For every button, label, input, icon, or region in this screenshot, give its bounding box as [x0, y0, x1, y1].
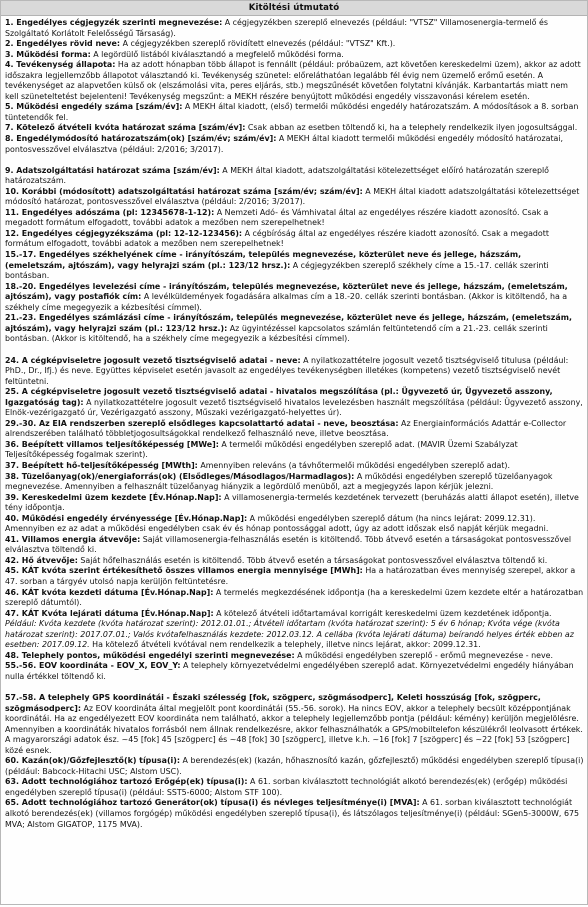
- instruction-text: A működési engedélyben szereplő tüzelőanyagok megnevezése. Amennyiben a felhasznált tüzelőanyag hiányzik a legördülő menüből, azt a megjegyzés lapon kérjük jelezni.: [5, 471, 553, 492]
- instruction-title: 29.-30. Az EIA rendszerben szereplő elsődleges kapcsolattartó adatai - neve, beosztása:: [5, 418, 399, 428]
- instruction-entry: [5, 102, 584, 123]
- instruction-text: A cégbíróság által az engedélyes részére kiadott azonosító. Csak a megadott formátum elfogadott, további adatok a mezőben nem szerepelhetnek!: [5, 228, 549, 249]
- instruction-entry: [5, 777, 584, 798]
- instruction-title: 41. Villamos energia átvevője:: [5, 534, 141, 544]
- instruction-title: 4. Tevékenység állapota:: [5, 60, 116, 70]
- instruction-entry: [5, 556, 584, 567]
- instruction-text: Saját hőfelhasználás esetén is kitöltendő. Több átvevő esetén a társaságokat pontosvesszővel elválasztva töltendő ki.: [77, 555, 548, 565]
- instruction-entry: [5, 187, 584, 208]
- instruction-entry: [5, 535, 584, 556]
- instruction-title: 3. Működési forma:: [5, 49, 91, 59]
- instruction-title: 2. Engedélyes rövid neve:: [5, 39, 121, 49]
- instruction-text: A cégjegyzékben szereplő rövidített elnevezés (például: "VTSZ" Kft.).: [120, 39, 396, 49]
- instruction-title: 36. Beépített villamos teljesítőképesség [MWe]:: [5, 439, 219, 449]
- instructions-content: [1, 16, 587, 830]
- instruction-title: 12. Engedélyes cégjegyzékszáma (pl: 12-12-123456):: [5, 228, 243, 238]
- instruction-title: 45. KÁT kvóta szerint értékesíthető összes villamos energia mennyisége [MWh]:: [5, 566, 363, 576]
- instruction-title: 18.-20. Engedélyes levelezési címe - irányítószám, település megnevezése, közterület neve és jellege, házszám, (emeletszám, ajtószám), vagy postafiók cím:: [5, 281, 568, 302]
- instruction-example: Például: Kvóta kezdete (kvóta határozat szerint): 2012.01.01.; Átvételi időtartam (kvóta határozat szerint): 5 év 6 hónap; Kvóta vége (kvóta határozat szerint): 2017.07.01.; Valós kvótafelhasználás kezdete: 2012.03.12. A cellába (kvóta lejárati dátuma) beírandó helyes érték ebben az esetben: 2017.09.12.: [5, 619, 574, 650]
- instruction-entry: [5, 419, 584, 440]
- instruction-entry: [5, 18, 584, 39]
- instruction-text: Ha kötelező átvételi kvótával nem rendelkezik a telephely, illetve nincs lejárat, akkor: 2099.12.31.: [89, 640, 481, 650]
- instruction-text: Ha az adott hónapban több állapot is fennállt (például: próbaüzem, azt követően kereskedelmi üzem), akkor az adott időszakra legjellemzőbb állapotot választandó ki. Tevékenység szünetel: előreláthatóan legalább fél évig nem üzemelő erőmű esetén. A tevékenységet az alapvetően külső ok (elszámolási vita, peres eljárás, stb.) megszűnését követően folytatni kívánják. Karbantartás miatt nem kell szüneteltetést bejelenteni! Tevékenység megszűnt: a MEKH részére benyújtott működési engedély visszavonási kérelem esetén.: [5, 60, 581, 101]
- instruction-title: 21.-23. Engedélyes számlázási címe - irányítószám, település megnevezése, közterület neve és jellege, házszám, (emeletszám, ajtószám), vagy helyrajzi szám (pl.: 123/12 hrsz.):: [5, 313, 572, 333]
- instruction-title: 57.-58. A telephely GPS koordinátái - Északi szélesség [fok, szögperc, szögmásodperc], Keleti hosszúság [fok, szögperc, szögmásodperc]:: [5, 693, 541, 713]
- instruction-title: 47. KÁT Kvóta lejárati dátuma [Év.Hónap.Nap]:: [5, 608, 214, 618]
- instruction-text: A 61. sorban kiválasztott technológiát alkotó berendezés(ek) (villamos forgógép) működési engedélyben szereplő típusa(i), és látszólagos teljesítménye(i) (például: SGen5-3000W, 675 MVA; Alstom GIGATOP, 1175 MVA).: [5, 798, 580, 829]
- instruction-entry: [5, 693, 584, 756]
- instruction-title: 15.-17. Engedélyes székhelyének címe - irányítószám, település megnevezése, közterület neve és jellege, házszám, (emeletszám, ajtószám), vagy helyrajzi szám (pl.: 123/12 hrsz.):: [5, 250, 522, 270]
- instruction-text: A működési engedélyben szereplő - erőmű megnevezése - neve.: [294, 650, 554, 660]
- instruction-title: 39. Kereskedelmi üzem kezdete [Év.Hónap.Nap]:: [5, 492, 222, 502]
- instruction-text: A telephely környezetvédelmi engedélyében szereplő adat. Környezetvédelmi engedély hiányában nulla értékkel töltendő ki.: [5, 661, 574, 681]
- instruction-title: 9. Adatszolgáltatási határozat száma [szám/év]:: [5, 165, 220, 175]
- instruction-text: A villamosenergia-termelés kezdetének tervezett (beruházás alatti állapot esetén), illetve tény időpontja.: [5, 492, 579, 513]
- instruction-title: 1. Engedélyes cégjegyzék szerinti megnevezése:: [5, 18, 223, 27]
- instruction-text: A MEKH által kiadott termelői működési engedély módosító határozatai, pontosvesszővel elválasztva (például: 2/2016; 3/2017).: [5, 134, 564, 154]
- instruction-text: A Nemzeti Adó- és Vámhivatal által az engedélyes részére kiadott azonosító. Csak a megadott formátum elfogadott, további adatok a mezőben nem szerepelhetnek!: [5, 207, 549, 228]
- instruction-entry: [5, 588, 584, 609]
- instruction-entry: [5, 472, 584, 493]
- instruction-text: Csak abban az esetben töltendő ki, ha a telephely rendelkezik ilyen jogosultsággal.: [245, 123, 578, 133]
- instruction-entry: [5, 123, 584, 134]
- instruction-entry: [5, 39, 584, 50]
- instruction-text: A MEKH által kiadott adatszolgáltatási kötelezettséget módosító határozat, pontosvesszővel elválasztva (például: 2/2016; 3/2017).: [5, 186, 580, 207]
- instruction-title: 37. Beépített hő-teljesítőképesség [MWth]:: [5, 460, 198, 470]
- instruction-entry: [5, 60, 584, 102]
- instruction-entry: [5, 609, 584, 651]
- instruction-text: A nyilatkozattételre jogosult vezető tisztségviselő hivatalos levelezésben használt megszólítása (például: Ügyvezető asszony, Elnök-vezérigazgató úr, Vezérigazgató asszony, Műszaki vezérigazgató-helyettes úr).: [5, 397, 583, 418]
- instruction-title: 65. Adott technológiához tartozó Generátor(ok) típusa(i) és névleges teljesítménye(i) [MVA]:: [5, 798, 420, 808]
- instruction-title: 5. Működési engedély száma [szám/év]:: [5, 102, 183, 112]
- instruction-text: A működési engedélyben szereplő dátum (ha nincs lejárat: 2099.12.31). Amennyiben ez az adat a működési engedélyben csak év és hónap pontossággal adott, úgy az adott időszak első napját kérjük megadni.: [5, 513, 549, 534]
- instruction-title: 40. Működési engedély érvényessége [Év.Hónap.Nap]:: [5, 513, 248, 523]
- instruction-text: Az EOV koordináta által megjelölt pont koordinátái (55.-56. sorok). Ha nincs EOV, akkor a telephely becsült középpontjának koordinátái. Ha az engedélyezett EOV koordináta nem található, akkor a telephely legjellemzőbb pontja (például: kémény) kerüljön megjelölésre. Amennyiben a koordináták hivatalos forrásból nem állnak rendelkezésre, akkor felhasználhatók a GPS/mobiltelefon készülékről leolvasott értékek. A magyarországi adatok ész. ~45 [fok] 45 [szögperc] és ~48 [fok] 30 [szögperc], illetve k.h. ~16 [fok] 7 [szögperc] és ~22 [fok] 53 [szögperc] közé esnek.: [5, 703, 583, 755]
- section-gap: [5, 682, 584, 693]
- instruction-text: Amennyiben releváns (a távhőtermelői működési engedélyben szereplő adat).: [197, 460, 511, 470]
- instruction-entry: [5, 229, 584, 250]
- instruction-entry: [5, 50, 584, 61]
- instruction-title: 7. Kötelező átvételi kvóta határozat száma [szám/év]:: [5, 123, 246, 133]
- instruction-text: Saját villamosenergia-felhasználás esetén is kitöltendő. Több átvevő esetén a társaságokat pontosvesszővel elválasztva töltendő ki.: [5, 534, 572, 555]
- instruction-text: A kötelező átvételi időtartamával korrigált kereskedelmi üzem kezdetének időpontja.: [213, 608, 552, 618]
- instruction-title: 24. A cégképviseletre jogosult vezető tisztségviselő adatai - neve:: [5, 355, 301, 365]
- instruction-text: A cégjegyzékben szereplő székhely címe a 15.-17. cellák szerinti bontásban.: [5, 260, 549, 281]
- section-gap: [5, 155, 584, 166]
- instruction-entry: [5, 661, 584, 682]
- instruction-text: A MEKH által kiadott, adatszolgáltatási kötelezettséget előíró határozatán szereplő határozatszám.: [5, 165, 550, 186]
- instruction-entry: [5, 514, 584, 535]
- instruction-entry: [5, 387, 584, 419]
- instruction-text: A nyilatkozattételre jogosult vezető tisztségviselő titulusa (például: PhD., Dr., Ifj.) és neve. Együttes képviselet esetén javasolt az engedélyes tevékenységben illetékes (kompetens) vezető tisztségviselő nevét feltüntetni.: [5, 355, 569, 386]
- instruction-entry: [5, 756, 584, 777]
- instruction-text: A termelői működési engedélyben szereplő adat. (MAVIR Üzemi Szabályzat Teljesítőképesség fogalmak szerint).: [5, 439, 518, 460]
- instruction-text: A levélküldemények fogadására alkalmas cím a 18.-20. cellák szerinti bontásban. (Akkor is kitöltendő, ha a székhely címe megegyezik a kézbesítési címmel).: [5, 292, 568, 312]
- instruction-title: 11. Engedélyes adószáma (pl: 12345678-1-12):: [5, 207, 215, 217]
- instruction-title: 55.-56. EOV koordináta - EOV_X, EOV_Y:: [5, 661, 181, 671]
- instruction-title: 42. Hő átvevője:: [5, 555, 78, 565]
- instruction-entry: [5, 166, 584, 187]
- instruction-entry: [5, 208, 584, 229]
- panel-header: Kitöltési útmutató: [1, 1, 587, 16]
- instruction-text: A legördülő listából kiválasztandó a megfelelő működési forma.: [90, 49, 344, 59]
- instruction-title: 63. Adott technológiához tartozó Erőgép(ek) típusa(i):: [5, 777, 248, 787]
- section-gap: [5, 345, 584, 356]
- instruction-entry: [5, 798, 584, 830]
- instruction-text: A 61. sorban kiválasztott technológiát alkotó berendezés(ek) (erőgép) működési engedélyben szereplő típusa(i) (például: SST5-6000; Alstom STF 100).: [5, 777, 568, 797]
- instruction-title: 48. Telephely pontos, működési engedélyi szerinti megnevezése:: [5, 650, 295, 660]
- instruction-entry: [5, 651, 584, 662]
- instruction-entry: [5, 250, 584, 282]
- instruction-entry: [5, 493, 584, 514]
- instruction-entry: [5, 440, 584, 461]
- instruction-entry: [5, 461, 584, 472]
- instruction-text: A termelés megkezdésének időpontja (ha a kereskedelmi üzem kezdete eltér a határozatban szereplő dátumtól).: [5, 587, 584, 608]
- instruction-text: A berendezés(ek) (kazán, hőhasznosító kazán, gőzfejlesztő) működési engedélyben szereplő típusa(i) (például: Babcock-Hitachi USC; Alstom USC).: [5, 756, 584, 776]
- instruction-text: Az ügyintézéssel kapcsolatos számlán feltüntetendő cím a 21.-23. cellák szerinti bontásban. (Akkor is kitöltendő, ha a székhely címe megegyezik a kézbesítési címmel).: [5, 323, 548, 344]
- instruction-entry: [5, 313, 584, 345]
- instruction-text: A MEKH által kiadott, (első) termelői működési engedély határozatszám. A módosítások a 8. sorban tüntetendők fel.: [5, 102, 579, 122]
- instruction-title: 38. Tüzelőanyag(ok)/energiaforrás(ok) (Elsődleges/Másodlagos/Harmadlagos):: [5, 471, 355, 481]
- instruction-title: 10. Korábbi (módosított) adatszolgáltatási határozat száma [szám/év; szám/év]:: [5, 186, 363, 196]
- instruction-title: 60. Kazán(ok)/Gőzfejlesztő(k) típusa(i):: [5, 756, 181, 766]
- instruction-entry: [5, 134, 584, 155]
- instruction-title: 8. Engedélymódosító határozatszám(ok) [szám/év; szám/év]:: [5, 134, 277, 144]
- instruction-title: 25. A cégképviseletre jogosult vezető tisztségviselő adatai - hivatalos megszólítása (pl.: Ügyvezető úr, Ügyvezető asszony, Igazgatóság tag):: [5, 387, 553, 407]
- instruction-text: Az Energiainformációs Adattár e-Collector alrendszerében található többletjogosultságokkal rendelkező felhasználó neve, illetve beosztása.: [5, 418, 567, 439]
- instruction-title: 46. KÁT kvóta kezdeti dátuma [Év.Hónap.Nap]:: [5, 587, 214, 597]
- instruction-entry: [5, 566, 584, 587]
- instruction-text: A cégjegyzékben szereplő elnevezés (például: "VTSZ" Villamosenergia-termelő és Szolgáltató Korlátolt Felelősségű Társaság).: [5, 18, 548, 38]
- instruction-entry: [5, 356, 584, 388]
- instruction-entry: [5, 282, 584, 314]
- instruction-text: Ha a határozatban éves mennyiség szerepel, akkor a 47. sorban a tárgyév utolsó napja kerüljön feltüntetésre.: [5, 566, 576, 586]
